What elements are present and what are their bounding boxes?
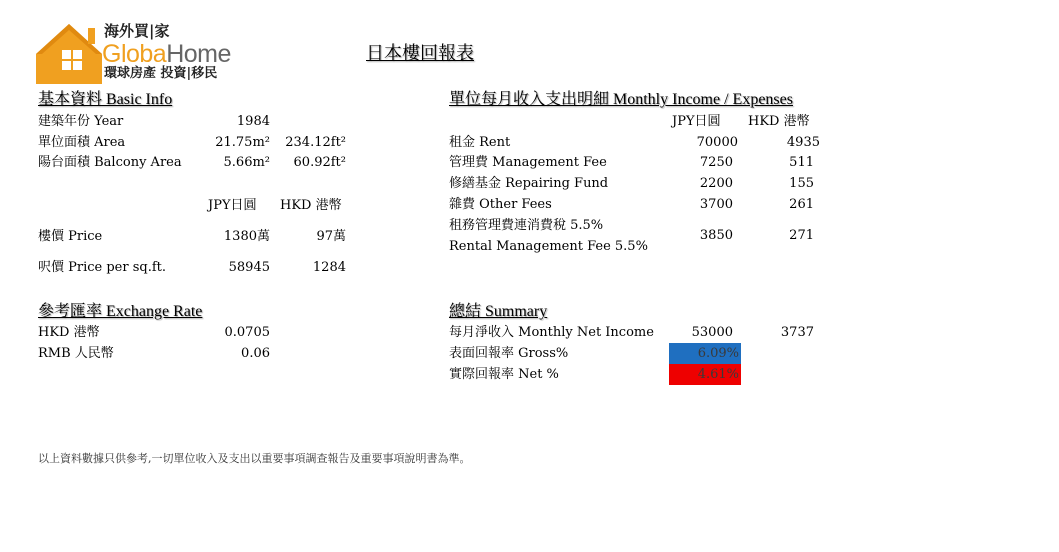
net-yield-value: 4.61% bbox=[669, 364, 741, 385]
summary-heading: 總結 Summary bbox=[449, 303, 548, 320]
logo-subtitle: 環球房產 投資|移民 bbox=[104, 66, 218, 81]
management-fee-hkd-value: 511 bbox=[789, 155, 814, 170]
logo-brand-part-b: Home bbox=[166, 40, 231, 68]
management-fee-label: 管理費 Management Fee bbox=[449, 155, 607, 170]
exchange-hkd-label: HKD 港幣 bbox=[38, 325, 100, 340]
rent-label: 租金 Rent bbox=[449, 135, 511, 150]
area-label: 單位面積 Area bbox=[38, 135, 126, 150]
area-ft2-value: 234.12ft² bbox=[285, 135, 346, 150]
rental-management-fee-jpy-value: 3850 bbox=[699, 228, 733, 243]
other-fees-jpy-value: 3700 bbox=[699, 197, 733, 212]
rental-management-fee-label-en: Rental Management Fee 5.5% bbox=[449, 239, 648, 254]
exchange-rmb-value: 0.06 bbox=[241, 346, 270, 361]
area-m2-value: 21.75m² bbox=[215, 135, 270, 150]
rent-jpy-value: 70000 bbox=[696, 135, 738, 150]
rental-management-fee-hkd-value: 271 bbox=[789, 228, 814, 243]
exchange-hkd-value: 0.0705 bbox=[224, 325, 270, 340]
net-yield-label: 實際回報率 Net % bbox=[449, 367, 559, 382]
rental-management-fee-label-cn: 租務管理費連消費稅 5.5% bbox=[449, 218, 604, 233]
rent-hkd-value: 4935 bbox=[786, 135, 820, 150]
price-label: 樓價 Price bbox=[38, 229, 103, 244]
net-income-label: 每月淨收入 Monthly Net Income bbox=[449, 325, 654, 340]
price-hkd-value: 97萬 bbox=[316, 229, 346, 244]
logo-chinese-text: 海外買|家 bbox=[104, 22, 170, 40]
price-per-sqft-label: 呎價 Price per sq.ft. bbox=[38, 260, 167, 275]
repairing-fund-label: 修繕基金 Repairing Fund bbox=[449, 176, 609, 191]
gross-yield-label: 表面回報率 Gross% bbox=[449, 346, 569, 361]
price-jpy-value: 1380萬 bbox=[223, 229, 270, 244]
disclaimer-footnote: 以上資料數據只供參考,一切單位收入及支出以重要事項調查報告及重要事項說明書為準。 bbox=[38, 452, 471, 465]
page-title: 日本樓回報表 bbox=[366, 43, 474, 63]
exchange-rate-heading: 參考匯率 Exchange Rate bbox=[38, 303, 203, 320]
price-per-sqft-jpy-value: 58945 bbox=[228, 260, 270, 275]
monthly-col-jpy-header: JPY日圓 bbox=[672, 114, 721, 129]
house-logo-icon bbox=[36, 20, 102, 84]
globalhome-logo bbox=[36, 20, 246, 86]
basic-col-hkd-header: HKD 港幣 bbox=[280, 198, 342, 213]
other-fees-hkd-value: 261 bbox=[789, 197, 814, 212]
basic-info-heading: 基本資料 Basic Info bbox=[38, 91, 173, 108]
net-income-jpy-value: 53000 bbox=[691, 325, 733, 340]
year-label: 建築年份 Year bbox=[38, 114, 124, 129]
logo-brand-part-a: Globa bbox=[102, 40, 167, 68]
net-income-hkd-value: 3737 bbox=[780, 325, 814, 340]
balcony-m2-value: 5.66m² bbox=[223, 155, 270, 170]
balcony-label: 陽台面積 Balcony Area bbox=[38, 155, 182, 170]
other-fees-label: 雜費 Other Fees bbox=[449, 197, 552, 212]
exchange-rmb-label: RMB 人民幣 bbox=[38, 346, 114, 361]
repairing-fund-jpy-value: 2200 bbox=[699, 176, 733, 191]
monthly-col-hkd-header: HKD 港幣 bbox=[748, 114, 810, 129]
monthly-heading: 單位每月收入支出明細 Monthly Income / Expenses bbox=[449, 91, 793, 108]
basic-col-jpy-header: JPY日圓 bbox=[208, 198, 257, 213]
price-per-sqft-hkd-value: 1284 bbox=[312, 260, 346, 275]
balcony-ft2-value: 60.92ft² bbox=[293, 155, 346, 170]
management-fee-jpy-value: 7250 bbox=[699, 155, 733, 170]
logo-brand-text bbox=[102, 40, 231, 68]
repairing-fund-hkd-value: 155 bbox=[789, 176, 814, 191]
gross-yield-value: 6.09% bbox=[669, 343, 741, 364]
year-value: 1984 bbox=[236, 114, 270, 129]
